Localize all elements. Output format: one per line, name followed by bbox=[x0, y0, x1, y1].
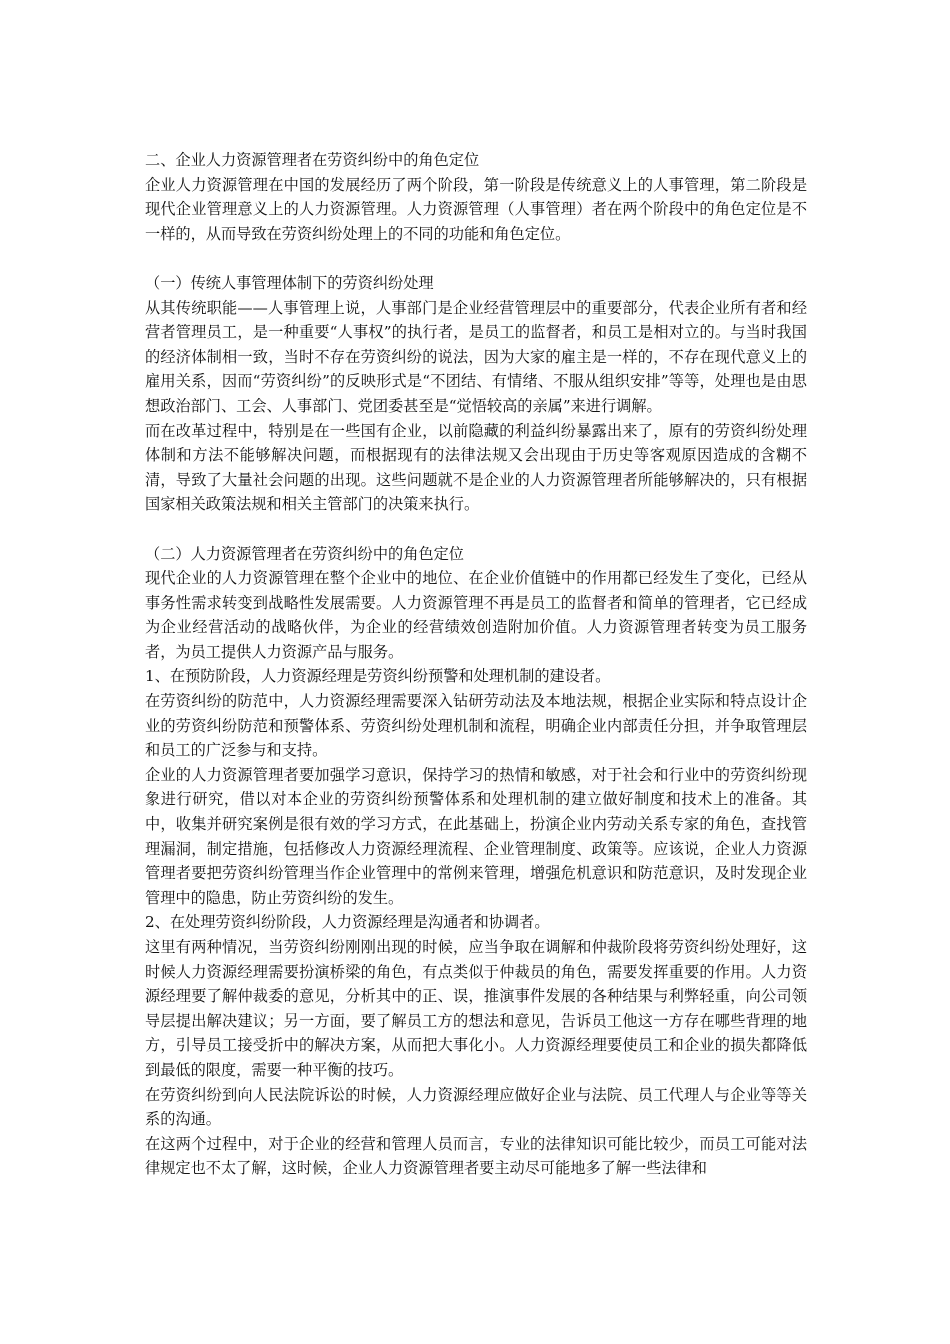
paragraph: 这里有两种情况，当劳资纠纷刚刚出现的时候，应当争取在调解和仲裁阶段将劳资纠纷处理好，这时候人力资源经理需要扮演桥梁的角色，有点类似于仲裁员的角色，需要发挥重要的作用。人力资源经理要了解仲裁委的意见，分析其中的正、误，推演事件发展的各种结果与利弊轻重，向公司领导层提出解决建议；另一方面，要了解员工方的想法和意见，告诉员工他这一方存在哪些背理的地方，引导员工接受折中的解决方案，从而把大事化小。人力资源经理要使员工和企业的损失都降低到最低的限度，需要一种平衡的技巧。 bbox=[145, 938, 807, 1079]
numbered-point: 1、在预防阶段，人力资源经理是劳资纠纷预警和处理机制的建设者。 bbox=[145, 667, 611, 686]
numbered-point: 2、在处理劳资纠纷阶段，人力资源经理是沟通者和协调者。 bbox=[145, 913, 550, 932]
paragraph: 企业人力资源管理在中国的发展经历了两个阶段，第一阶段是传统意义上的人事管理，第二阶段是现代企业管理意义上的人力资源管理。人力资源管理（人事管理）者在两个阶段中的角色定位是不一样的，从而导致在劳资纠纷处理上的不同的功能和角色定位。 bbox=[145, 175, 807, 243]
subsection-heading: （一）传统人事管理体制下的劳资纠纷处理 bbox=[145, 273, 434, 292]
paragraph: 现代企业的人力资源管理在整个企业中的地位、在企业价值链中的作用都已经发生了变化，已经从事务性需求转变到战略性发展需要。人力资源管理不再是员工的监督者和简单的管理者，它已经成为企业经营活动的战略伙伴，为企业的经营绩效创造附加价值。人力资源管理者转变为员工服务者，为员工提供人力资源产品与服务。 bbox=[145, 569, 807, 661]
blank-line bbox=[145, 517, 807, 542]
paragraph: 企业的人力资源管理者要加强学习意识，保持学习的热情和敏感，对于社会和行业中的劳资纠纷现象进行研究，借以对本企业的劳资纠纷预警体系和处理机制的建立做好制度和技术上的准备。其中，收集并研究案例是很有效的学习方式，在此基础上，扮演企业内劳动关系专家的角色，查找管理漏洞，制定措施，包括修改人力资源经理流程、企业管理制度、政策等。应该说，企业人力资源管理者要把劳资纠纷管理当作企业管理中的常例来管理，增强危机意识和防范意识，及时发现企业管理中的隐患，防止劳资纠纷的发生。 bbox=[145, 765, 807, 907]
paragraph: 在这两个过程中，对于企业的经营和管理人员而言，专业的法律知识可能比较少，而员工可能对法律规定也不太了解，这时候，企业人力资源管理者要主动尽可能地多了解一些法律和 bbox=[145, 1134, 807, 1178]
section-heading: 二、企业人力资源管理者在劳资纠纷中的角色定位 bbox=[145, 151, 480, 169]
subsection-heading: （二）人力资源管理者在劳资纠纷中的角色定位 bbox=[145, 544, 464, 563]
blank-line bbox=[145, 246, 807, 271]
paragraph: 从其传统职能——人事管理上说，人事部门是企业经营管理层中的重要部分，代表企业所有者和经营者管理员工，是一种重要“人事权”的执行者，是员工的监督者，和员工是相对立的。与当时我国的经济体制相一致，当时不存在劳资纠纷的说法，因为大家的雇主是一样的，不存在现代意义上的雇用关系，因而“劳资纠纷”的反映形式是“不团结、有情绪、不服从组织安排”等等，处理也是由思想政治部门、工会、人事部门、党团委甚至是“觉悟较高的亲属”来进行调解。 bbox=[145, 298, 807, 415]
paragraph: 在劳资纠纷的防范中，人力资源经理需要深入钻研劳动法及本地法规，根据企业实际和特点设计企业的劳资纠纷防范和预警体系、劳资纠纷处理机制和流程，明确企业内部责任分担，并争取管理层和员工的广泛参与和支持。 bbox=[145, 692, 807, 760]
document-body bbox=[145, 148, 807, 1181]
paragraph: 在劳资纠纷到向人民法院诉讼的时候，人力资源经理应做好企业与法院、员工代理人与企业等等关系的沟通。 bbox=[145, 1085, 807, 1129]
paragraph: 而在改革过程中，特别是在一些国有企业，以前隐藏的利益纠纷暴露出来了，原有的劳资纠纷处理体制和方法不能够解决问题，而根据现有的法律法规又会出现由于历史等客观原因造成的含糊不清，导致了大量社会问题的出现。这些问题就不是企业的人力资源管理者所能够解决的，只有根据国家相关政策法规和相关主管部门的决策来执行。 bbox=[145, 421, 807, 514]
